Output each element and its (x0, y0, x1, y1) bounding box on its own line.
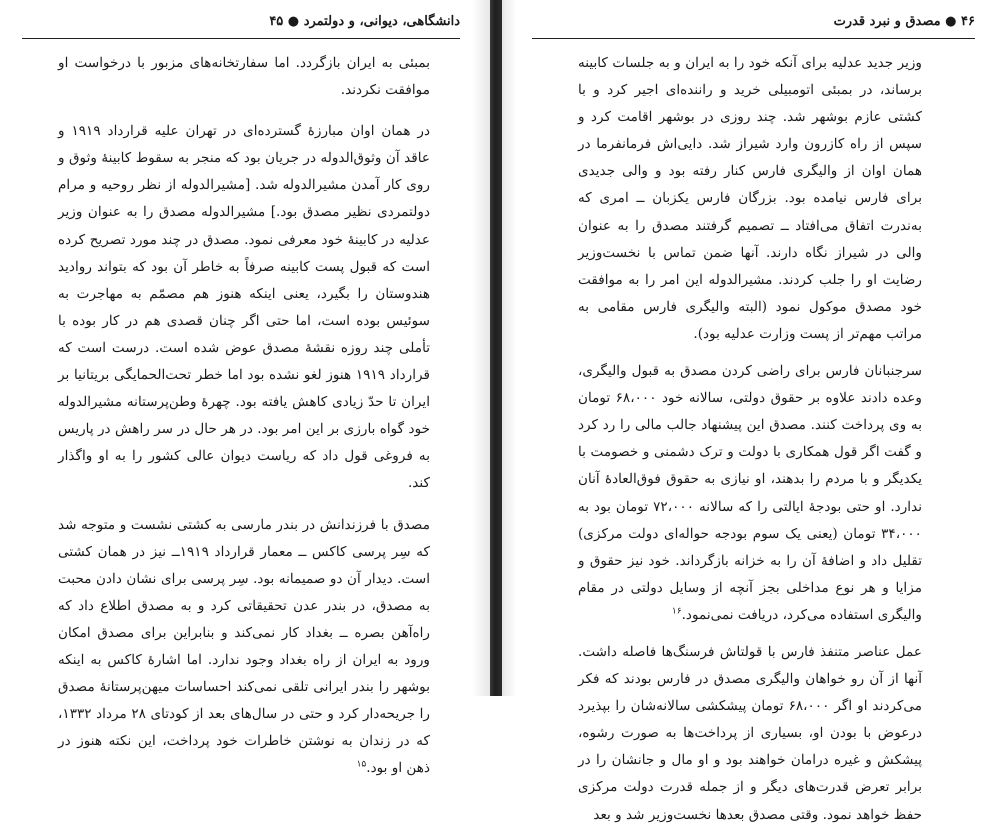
paragraph (58, 118, 430, 497)
footnote-marker: ۱۶ (671, 606, 682, 617)
right-page-body (578, 50, 922, 839)
left-page-body (58, 50, 430, 792)
paragraph (58, 512, 430, 783)
paragraph-text: وزیر جدید عدلیه برای آنکه خود را به ایران و به جلسات کابینه برساند، در بمبئی اتومبیلی خرید و راننده‌ای اجیر کرد و با کشتی عازم بوشهر شد. چند روزی در بوشهر اقامت کرد و سپس از راه کازرون وارد شیراز شد. دایی‌اش فرمانفرما در همان اوان از والیگری فارس کنار رفته بود و والی جدیدی برای فارس نیامده بود. بزرگان فارس یکزبان ــ امری که به‌ندرت اتفاق می‌افتاد ــ تصمیم گرفتند مصدق را به عنوان والی در شیراز نگاه دارند. آنها ضمن تماس با نخست‌وزیر رضایت او را جلب کردند. مشیرالدوله این امر را به موافقت خود مصدق موکول نمود (البته والیگری فارس مقامی به مراتب مهم‌تر از پست وزارت عدلیه بود). (578, 55, 922, 342)
right-header-rule (532, 38, 975, 39)
paragraph-text: عمل عناصر متنفذ فارس با قولتاش فرسنگ‌ها فاصله داشت. آنها از آن رو خواهان والیگری مصدق در فارس بودند که فکر می‌کردند او اگر ۶۸،۰۰۰ تومان پیشکشی سالانه‌شان را بپذیرد درعوض با بودن او، بسیاری از پرداخت‌ها به صورت رشوه، پیشکش و غیره درامان خواهند بود و او مال و جانشان را در برابر تعرض قدرت‌های دیگر و از جمله قدرت دولت مرکزی حفظ خواهد نمود. وقتی مصدق بعدها نخست‌وزیر شد و بعد (578, 643, 922, 823)
paragraph-text: سرجنبانان فارس برای راضی کردن مصدق به قبول والیگری، وعده دادند علاوه بر حقوق دولتی، سالانه خود ۶۸،۰۰۰ تومان به وی پرداخت کنند. مصدق این پیشنهاد جالب مالی را رد کرد و گفت اگر قول همکاری با دولت و ترک دشمنی و خصومت با یکدیگر و با مردم را بدهند، او نیازی به حقوق فوق‌العادهٔ آنان ندارد. او حتی بودجهٔ ایالتی را که سالانه ۷۲،۰۰۰ تومان بود به ۳۴،۰۰۰ تومان (یعنی یک سوم بودجه حواله‌ای دولت مرکزی) تقلیل داد و اضافهٔ آن را به خزانه بازگرداند. خود نیز حقوق و مزایا و هر نوع مداخلی بجز آنچه از وسایل دولتی در مقام والیگری استفاده می‌کرد، دریافت نمی‌نمود. (578, 363, 922, 623)
right-page-number: ۴۶ (961, 13, 975, 29)
footnote-marker: ۱۵ (356, 759, 367, 770)
bullet: ● (283, 13, 300, 29)
right-page-header (532, 10, 975, 32)
bullet: ● (940, 13, 957, 29)
paragraph-text: در همان اوان مبارزهٔ گسترده‌ای در تهران علیه قرارداد ۱۹۱۹ و عاقد آن وثوق‌الدوله در جریان بود که منجر به سقوط کابینهٔ وثوق و روی کار آمدن مشیرالدوله شد. [مشیرالدوله از نظر روحیه و مرام دولتمردی نظیر مصدق بود.] مشیرالدوله مصدق را به عنوان وزیر عدلیه در کابینهٔ خود معرفی نمود. مصدق در چند مورد تصریح کرده است که قبول پست کابینه صرفاً به خاطر آن بود که بتواند روادید هندوستان را بگیرد، یعنی اینکه هنوز هم مصمّم به مهاجرت به سوئیس بوده است، اما حتی اگر چنان قصدی هم در کار بوده با تأملی چند روزه نقشهٔ مصدق عوض شده است. درست است که قرارداد ۱۹۱۹ هنوز لغو نشده بود اما خطر تحت‌الحمایگی بریتانیا بر ایران تا حدّ زیادی کاهش یافته بود. چهرهٔ وطن‌پرستانه مشیرالدوله خود گواه بارزی بر این امر بود. در هر حال در سر راهش در پاریس به فروغی قول داد که ریاست دیوان عالی کشور را به او واگذار کند. (58, 123, 431, 492)
right-running-head (834, 14, 975, 29)
paragraph (578, 50, 922, 348)
book-gutter (490, 0, 502, 696)
left-running-head-text: دانشگاهی، دیوانی، و دولتمرد (303, 13, 460, 29)
paragraph (578, 639, 922, 829)
paragraph-text: مصدق با فرزندانش در بندر مارسی به کشتی نشست و متوجه شد که سِر پرسی کاکس ــ معمار قرارداد ۱۹۱۹ــ نیز در همان کشتی است. دیدار آن دو صمیمانه بود. سِر پرسی برای نشان دادن محبت به مصدق، در بندر عدن تحقیقاتی کرد و به مصدق اطلاع داد که راه‌آهن بصره ــ بغداد کار نمی‌کند و بنابراین برای مصدق امکان ورود به ایران از راه بغداد وجود ندارد. اما اشارهٔ کاکس به اینکه بوشهر را بندر ایرانی تلقی نمی‌کند احساسات میهن‌پرستانهٔ مصدق را جریحه‌دار کرد و حتی در سال‌های بعد از کودتای ۲۸ مرداد ۱۳۳۲، که در زندان به نوشتن خاطرات خود پرداخت، این نکته هنوز در ذهن او بود. (58, 516, 430, 777)
right-running-head-text: مصدق و نبرد قدرت (833, 13, 941, 29)
paragraph (58, 50, 430, 104)
left-page-number: ۴۵ (269, 13, 284, 29)
paragraph (578, 358, 922, 629)
left-header-rule (22, 38, 460, 39)
right-page (502, 0, 997, 823)
left-page (0, 0, 490, 777)
paragraph-text: بمبئی به ایران بازگردد. اما سفارتخانه‌های مزبور با درخواست او موافقت نکردند. (58, 55, 430, 99)
left-running-head (269, 14, 460, 29)
left-page-header (22, 10, 460, 32)
